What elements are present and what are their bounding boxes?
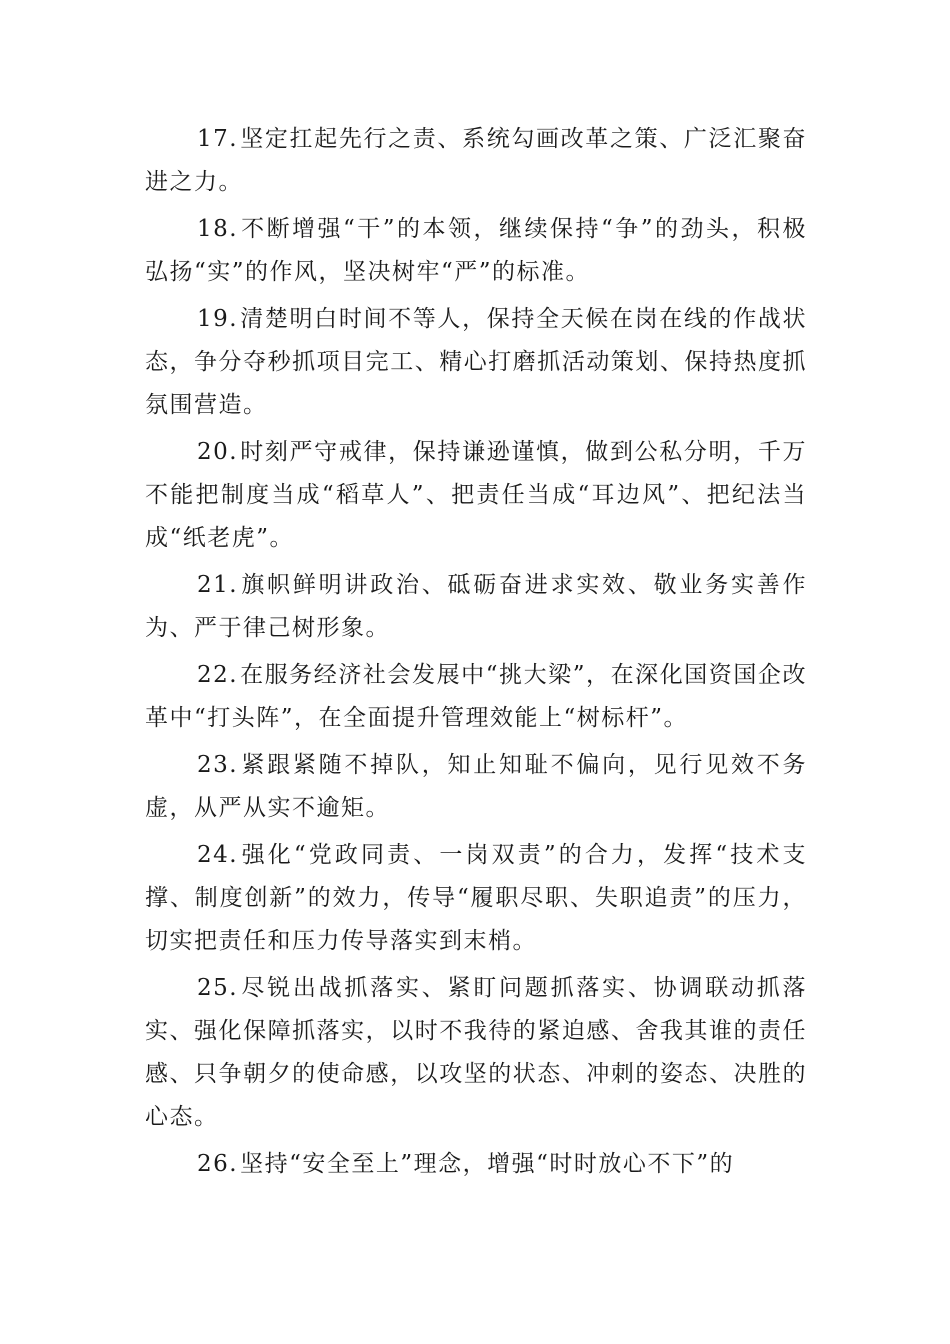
paragraph-number: 19. <box>197 306 239 332</box>
paragraph-17 <box>145 118 807 204</box>
paragraph-22 <box>145 654 807 740</box>
paragraph-number: 25. <box>197 975 239 1001</box>
paragraph-number: 23. <box>197 752 239 778</box>
paragraph-text: 在服务经济社会发展中“挑大梁”，在深化国资国企改革中“打头阵”，在全面提升管理效能上“树标杆”。 <box>145 662 807 731</box>
paragraph-text: 不断增强“干”的本领，继续保持“争”的劲头，积极弘扬“实”的作风，坚决树牢“严”的标准。 <box>145 216 807 285</box>
paragraph-number: 22. <box>197 662 239 688</box>
paragraph-20 <box>145 431 807 560</box>
paragraph-text: 强化“党政同责、一岗双责”的合力，发挥“技术支撑、制度创新”的效力，传导“履职尽职、失职追责”的压力，切实把责任和压力传导落实到末梢。 <box>145 842 807 954</box>
paragraph-text: 时刻严守戒律，保持谦逊谨慎，做到公私分明，千万不能把制度当成“稻草人”、把责任当成“耳边风”、把纪法当成“纸老虎”。 <box>145 439 807 551</box>
paragraph-23 <box>145 744 807 830</box>
paragraph-number: 24. <box>197 842 239 868</box>
paragraph-text: 坚定扛起先行之责、系统勾画改革之策、广泛汇聚奋进之力。 <box>145 126 807 195</box>
paragraph-19 <box>145 298 807 427</box>
paragraph-25 <box>145 967 807 1139</box>
paragraph-number: 20. <box>197 439 239 465</box>
paragraph-text: 坚持“安全至上”理念，增强“时时放心不下”的 <box>240 1151 735 1177</box>
paragraph-18 <box>145 208 807 294</box>
paragraph-text: 旗帜鲜明讲政治、砥砺奋进求实效、敬业务实善作为、严于律己树形象。 <box>145 572 807 641</box>
paragraph-21 <box>145 564 807 650</box>
paragraph-text: 清楚明白时间不等人，保持全天候在岗在线的作战状态，争分夺秒抓项目完工、精心打磨抓活动策划、保持热度抓氛围营造。 <box>145 306 807 418</box>
paragraph-number: 26. <box>197 1151 239 1177</box>
paragraph-26 <box>145 1143 807 1186</box>
paragraph-number: 21. <box>197 572 239 598</box>
paragraph-number: 17. <box>197 126 239 152</box>
paragraph-text: 紧跟紧随不掉队，知止知耻不偏向，见行见效不务虚，从严从实不逾矩。 <box>145 752 807 821</box>
document-body <box>145 118 807 1190</box>
paragraph-24 <box>145 834 807 963</box>
paragraph-text: 尽锐出战抓落实、紧盯问题抓落实、协调联动抓落实、强化保障抓落实，以时不我待的紧迫感、舍我其谁的责任感、只争朝夕的使命感，以攻坚的状态、冲刺的姿态、决胜的心态。 <box>145 975 807 1130</box>
paragraph-number: 18. <box>197 216 239 242</box>
